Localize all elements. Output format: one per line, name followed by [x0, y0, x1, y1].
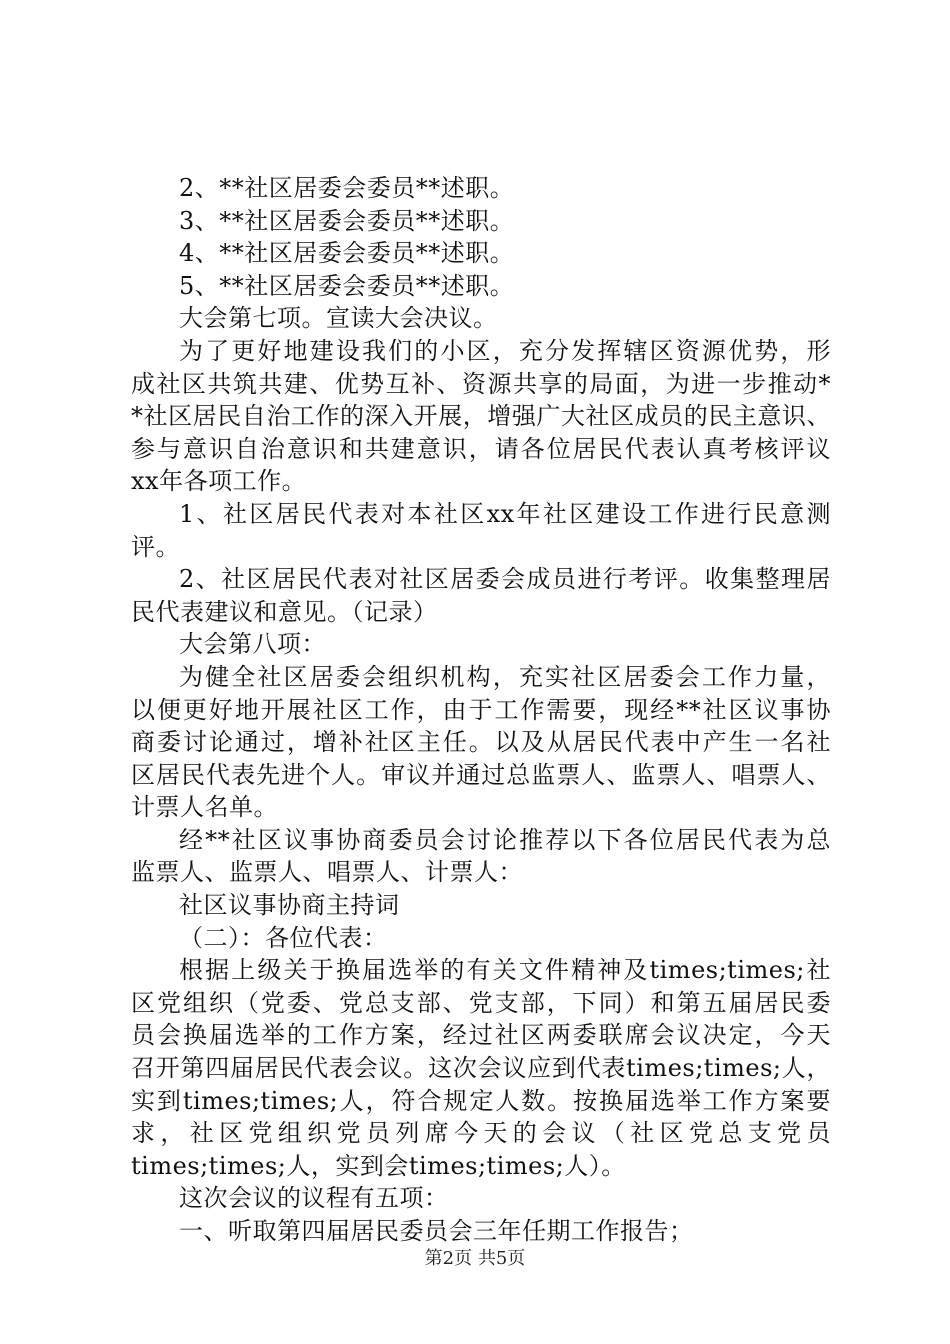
- text-line: （二）：各位代表：: [179, 923, 388, 952]
- text-line: times;times;人，实到会times;times;人）。: [131, 1151, 626, 1180]
- text-line: 为健全社区居委会组织机构，充实社区居委会工作力量，: [179, 662, 831, 691]
- text-line: 5、**社区居委会委员**述职。: [179, 271, 515, 300]
- text-line: *社区居民自治工作的深入开展，增强广大社区成员的民主意识、: [131, 402, 831, 431]
- text-line: 根据上级关于换届选举的有关文件精神及times;times;社: [179, 956, 831, 985]
- text-line: 实到times;times;人，符合规定人数。按换届选举工作方案要: [131, 1086, 831, 1115]
- text-line: 4、**社区居委会委员**述职。: [179, 239, 515, 268]
- text-line: 2、社区居民代表对社区居委会成员进行考评。收集整理居: [179, 565, 831, 594]
- text-line: 3、**社区居委会委员**述职。: [179, 206, 515, 235]
- text-line: 这次会议的议程有五项：: [179, 1184, 449, 1213]
- section-heading: 大会第七项。宣读大会决议。: [179, 304, 498, 333]
- text-line: 评。: [131, 532, 180, 561]
- text-line: 成社区共筑共建、优势互补、资源共享的局面，为进一步推动*: [131, 369, 831, 398]
- text-line: 2、**社区居委会委员**述职。: [179, 174, 515, 202]
- section-heading: 大会第八项：: [179, 630, 326, 659]
- text-line: 经**社区议事协商委员会讨论推荐以下各位居民代表为总: [179, 825, 831, 854]
- text-line: 一、听取第四届居民委员会三年任期工作报告；: [179, 1217, 694, 1245]
- text-line: 员会换届选举的工作方案，经过社区两委联席会议决定，今天: [131, 1021, 831, 1050]
- document-body: [131, 172, 831, 1248]
- page-number-footer: 第2页 共5页: [424, 1248, 526, 1269]
- text-line: 1、社区居民代表对本社区xx年社区建设工作进行民意测: [179, 499, 831, 528]
- text-line: 民代表建议和意见。（记录）: [131, 597, 438, 626]
- text-line: 区党组织（党委、党总支部、党支部，下同）和第五届居民委: [131, 988, 831, 1017]
- section-heading: 社区议事协商主持词: [179, 891, 400, 920]
- text-line: 求，社区党组织党员列席今天的会议（社区党总支党员: [131, 1119, 831, 1148]
- text-line: 区居民代表先进个人。审议并通过总监票人、监票人、唱票人、: [131, 760, 831, 789]
- text-line: 以便更好地开展社区工作，由于工作需要，现经**社区议事协: [131, 695, 831, 724]
- text-line: 商委讨论通过，增补社区主任。以及从居民代表中产生一名社: [131, 728, 831, 757]
- text-line: 为了更好地建设我们的小区，充分发挥辖区资源优势，形: [179, 336, 831, 365]
- text-line: 参与意识自治意识和共建意识，请各位居民代表认真考核评议: [131, 434, 831, 463]
- text-line: xx年各项工作。: [131, 467, 307, 496]
- text-line: 计票人名单。: [131, 793, 278, 822]
- text-line: 召开第四届居民代表会议。这次会议应到代表times;times;人，: [131, 1054, 831, 1083]
- text-line: 监票人、监票人、唱票人、计票人：: [131, 858, 523, 887]
